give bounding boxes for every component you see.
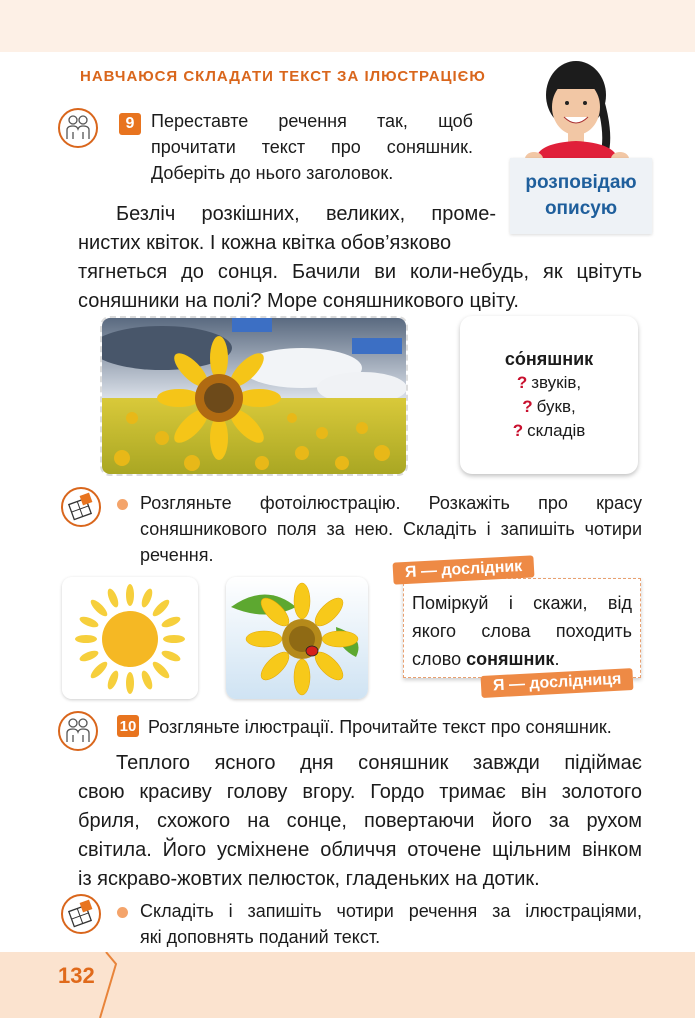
explorer-line-2: якого слова походить: [412, 621, 632, 641]
para9-line-4: соняшники на полі? Море соняшникового цвіту.: [78, 290, 519, 312]
pair-work-icon: [58, 711, 98, 751]
card-item-label: звуків,: [531, 373, 582, 392]
card-item-letters: [522, 395, 575, 419]
sign-line-1: розповідаю: [525, 172, 637, 193]
sun-illustration: [62, 577, 198, 699]
card-item-syllables: [513, 419, 586, 443]
page-corner-divider: [96, 952, 120, 1018]
explorer-line-3-prefix: слово: [412, 649, 467, 669]
para9-line-3: тягнеться до сонця. Бачили ви коли-небудь, як цвітуть: [78, 261, 642, 283]
para10-line-5: із яскраво-жовтих пелюсток, гладеньких на дотик.: [78, 868, 540, 890]
para9-line-2: нистих квіток. І кожна квітка обов’язково: [78, 232, 452, 254]
sign-line-2: описую: [544, 198, 618, 219]
task10-paragraph: [78, 749, 642, 894]
pair-work-icon: [58, 108, 98, 148]
card-word: со́няшник: [504, 349, 594, 369]
explorer-card: [403, 578, 641, 678]
page-number: 132: [58, 963, 95, 988]
card-item-label: складів: [527, 421, 586, 440]
bullet10-line-1: Складіть і запишіть чотири речення за ілюстраціями,: [140, 901, 642, 921]
para10-line-1: Теплого ясного дня соняшник завжди підіймає: [116, 752, 642, 774]
explorer-keyword: соняшник: [466, 649, 555, 669]
top-band: [0, 0, 695, 52]
bullet-dot: [117, 907, 128, 918]
para10-line-3: бриля, схожого на сонце, повертаючи його за рухом: [78, 810, 642, 832]
tag-explorer-female: Я — дослідниця: [481, 668, 634, 698]
question-mark-icon: ?: [512, 421, 524, 440]
bullet9-line-1: Розгляньте фотоілюстрацію. Розкажіть про красу: [140, 493, 642, 513]
para10-line-2: свою красиву голову вгору. Гордо тримає він золотого: [78, 781, 642, 803]
question-mark-icon: ?: [522, 397, 533, 416]
card-item-label: букв,: [536, 397, 576, 416]
task-number-9: 9: [119, 113, 141, 135]
task9-line-1: Переставте речення так, щоб: [151, 111, 473, 131]
bullet-dot: [117, 499, 128, 510]
word-analysis-card: [460, 316, 638, 474]
task-number-10: 10: [117, 715, 139, 737]
puzzle-icon: [61, 894, 101, 934]
bullet9-line-2: соняшникового поля за нею. Складіть і запишіть чотири: [140, 519, 642, 539]
task9-instruction: [151, 108, 473, 186]
explorer-line-3-suffix: .: [554, 649, 560, 669]
puzzle-icon: [61, 487, 101, 527]
sunflower-field-photo: [100, 316, 408, 476]
task10-bullet-text: [140, 898, 642, 950]
question-mark-icon: ?: [516, 373, 528, 392]
card-item-sounds: [517, 371, 581, 395]
explorer-line-1: Поміркуй і скажи, від: [412, 593, 632, 613]
task9-line-3: Доберіть до нього заголовок.: [151, 163, 394, 183]
task10-instruction: Розгляньте ілюстрації. Прочитайте текст про соняшник.: [148, 717, 612, 737]
section-heading: НАВЧАЮСЯ СКЛАДАТИ ТЕКСТ ЗА ІЛЮСТРАЦІЄЮ: [80, 68, 486, 85]
task9-line-2: прочитати текст про соняшник.: [151, 137, 473, 157]
bullet10-line-2: які доповнять поданий текст.: [140, 927, 381, 947]
bullet9-line-3: речення.: [140, 545, 214, 565]
sunflower-ladybug-illustration: [226, 577, 368, 699]
task9-bullet-text: [140, 490, 642, 568]
task9-paragraph: [78, 200, 642, 316]
tag-explorer-male: Я — дослідник: [393, 555, 535, 584]
para9-line-1: Безліч розкішних, великих, проме-: [116, 203, 496, 225]
para10-line-4: світила. Його усміхнене обличчя оточене щільним вінком: [78, 839, 642, 861]
